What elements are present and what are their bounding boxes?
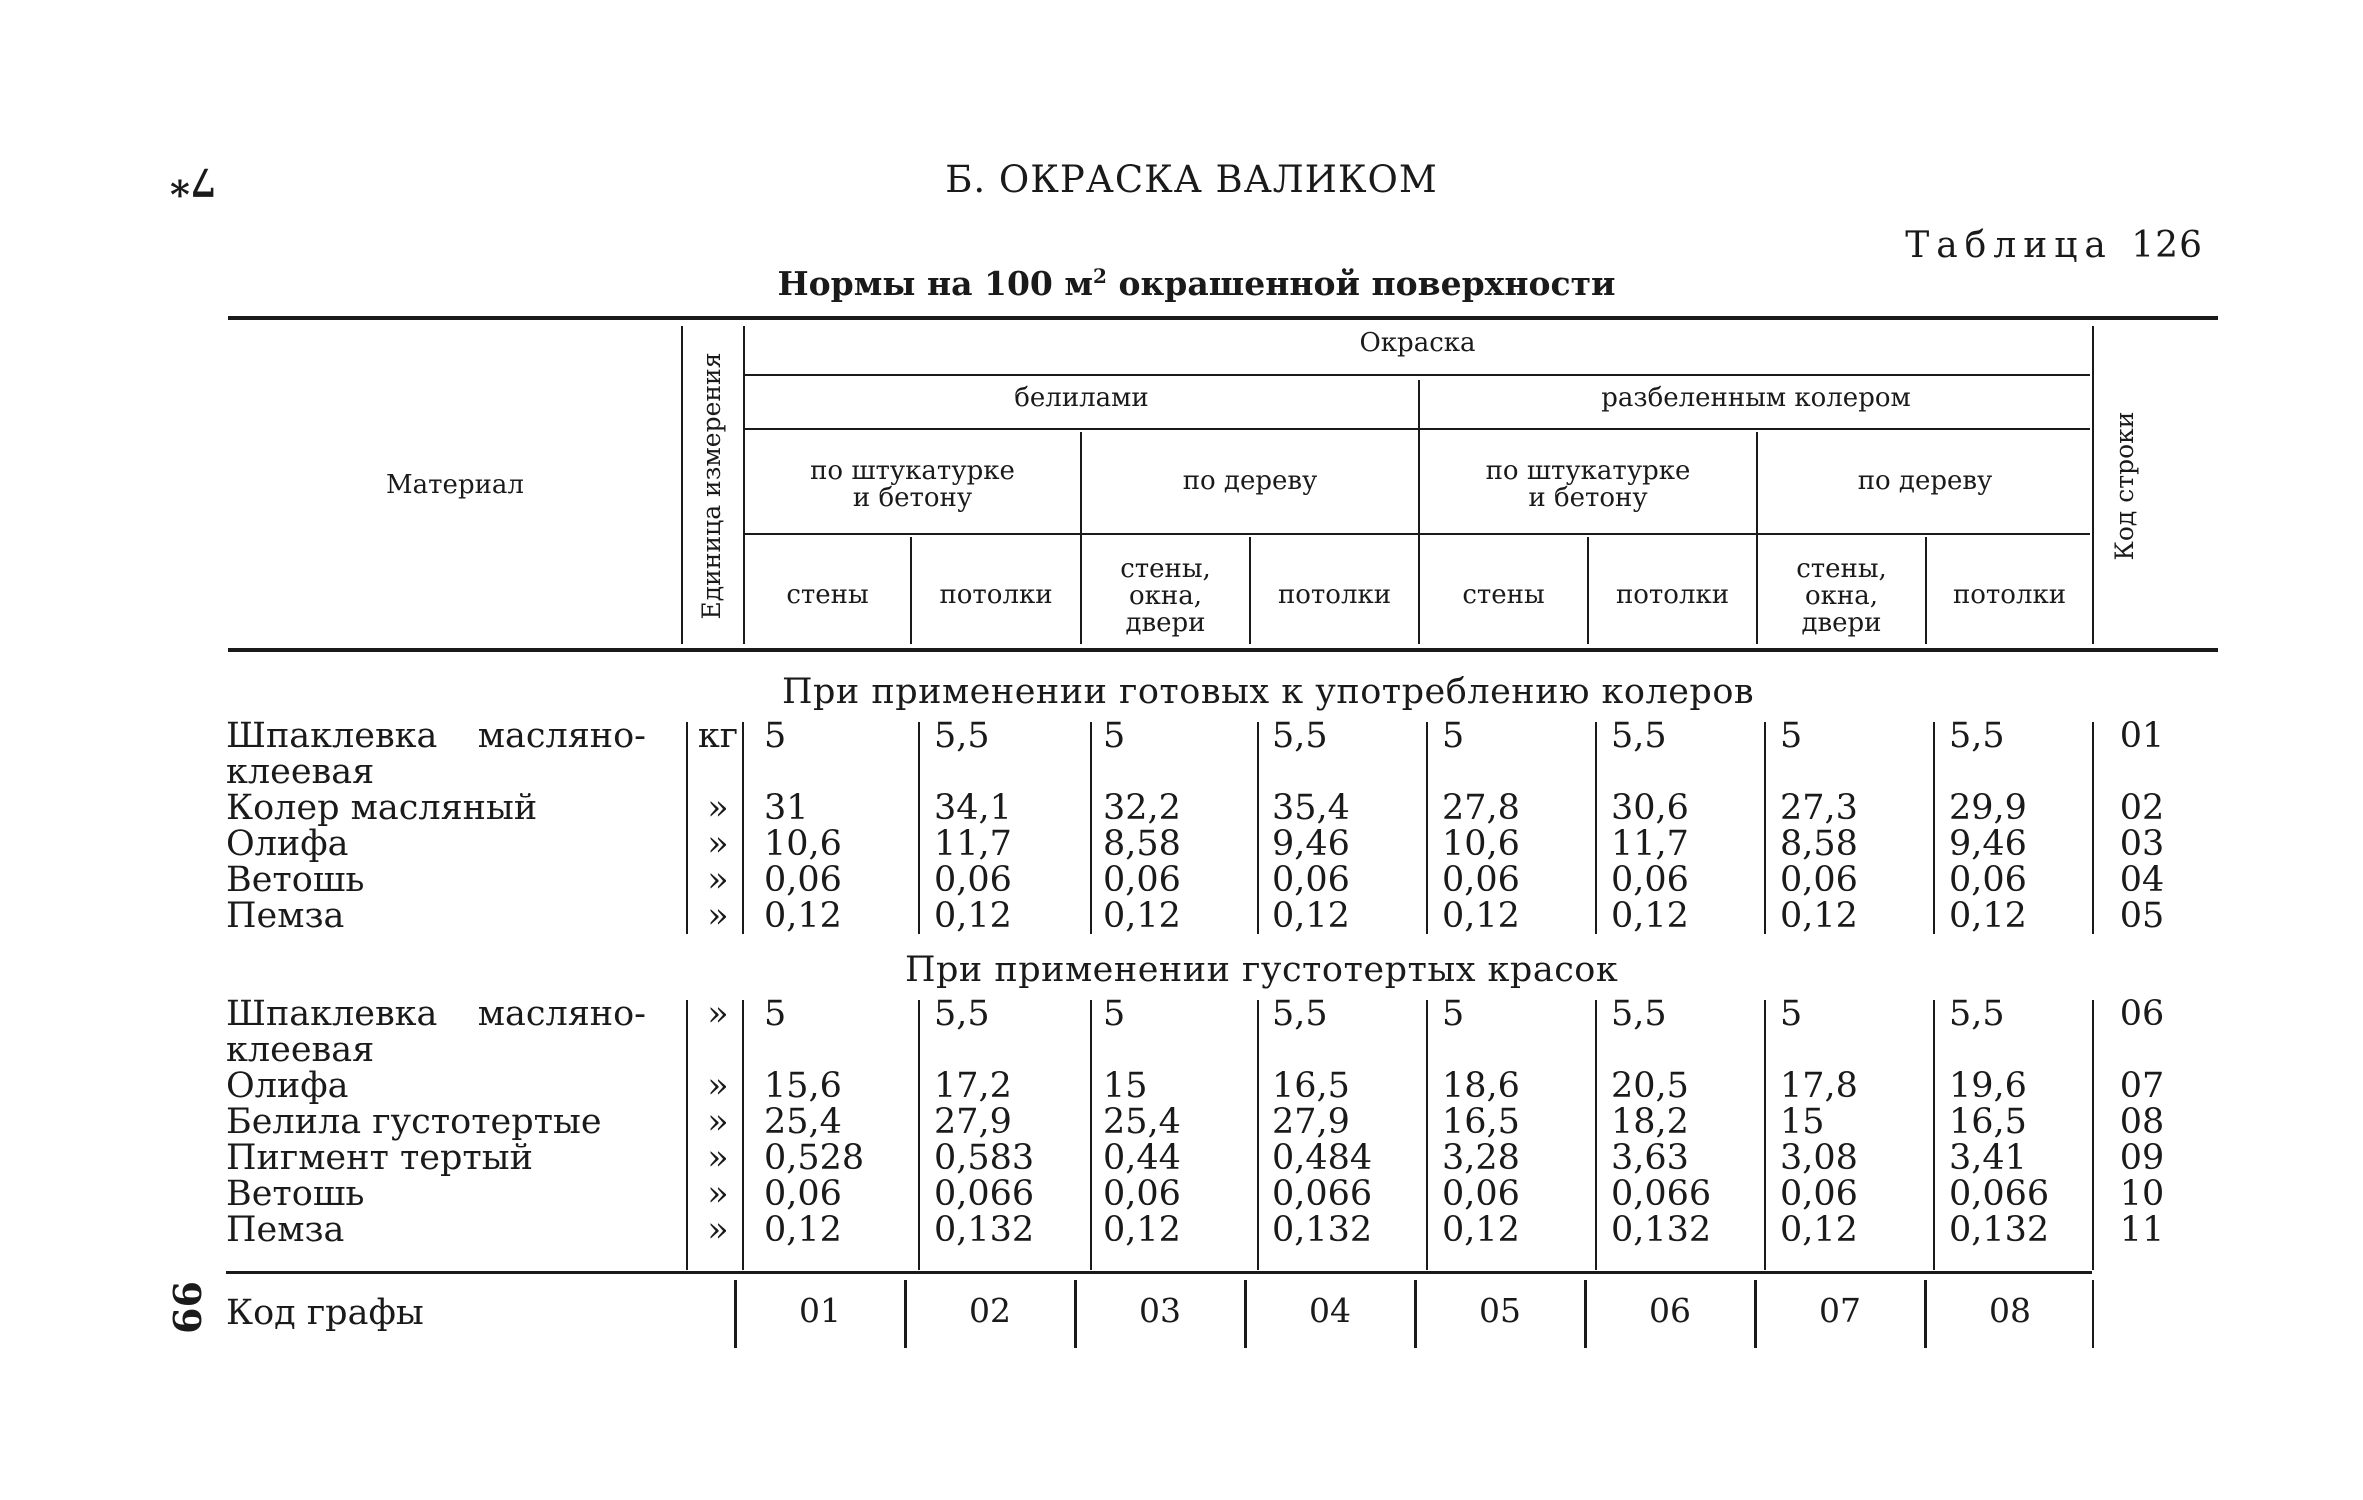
material-name-part: Пигмент тертый: [226, 1138, 533, 1178]
value-col-5: 3,28: [1442, 1138, 1520, 1178]
header-row-code: Код строки: [2110, 411, 2139, 561]
value-col-5: 10,6: [1442, 824, 1520, 864]
footer-vline-8: [1924, 1280, 1927, 1348]
value-col-1: 0,12: [764, 896, 842, 936]
material-name: [226, 996, 646, 1032]
value-col-1: 5: [764, 994, 787, 1034]
caption-superscript: 2: [1093, 264, 1107, 288]
material-name-part: Ветошь: [226, 1174, 365, 1214]
row-code-cell: 02: [2119, 788, 2165, 828]
table-row: [0, 1104, 2363, 1140]
value-col-8: 0,12: [1949, 896, 2027, 936]
header-c7-steny-okna: [1758, 556, 1925, 637]
value-col-2: 0,583: [934, 1138, 1035, 1178]
value-col-4: 9,46: [1272, 824, 1350, 864]
footer-label: Код графы: [226, 1293, 424, 1333]
value-col-4: 0,484: [1272, 1138, 1373, 1178]
unit-cell: »: [707, 896, 729, 936]
header-shtukaturka-koler: [1420, 458, 1756, 512]
table-row: [0, 1032, 2363, 1068]
value-col-6: 18,2: [1611, 1102, 1689, 1142]
header-okraska: Окраска: [1359, 328, 1476, 358]
caption-main: Нормы на 100 м: [777, 264, 1094, 303]
value-col-2: 27,9: [934, 1102, 1012, 1142]
header-vline-code: [2092, 326, 2094, 644]
header-c6-potolki: потолки: [1615, 580, 1730, 610]
column-code-2: 02: [969, 1291, 1011, 1330]
value-col-8: 0,06: [1949, 860, 2027, 900]
row-code-cell: 08: [2119, 1102, 2165, 1142]
header-material: Материал: [386, 470, 524, 500]
material-name: [226, 1212, 646, 1248]
footer-vline-3: [1074, 1280, 1077, 1348]
header-top-rule: [228, 316, 2218, 320]
value-col-3: 0,44: [1103, 1138, 1181, 1178]
group-heading-ready-colors: При применении готовых к употреблению колеров: [782, 672, 1755, 712]
value-col-2: 11,7: [934, 824, 1012, 864]
header-razbelennym: разбеленным колером: [1601, 383, 1911, 413]
row-code-cell: 04: [2119, 860, 2165, 900]
value-col-6: 3,63: [1611, 1138, 1689, 1178]
header-c3-steny-okna: [1082, 556, 1249, 637]
value-col-1: 0,06: [764, 860, 842, 900]
material-name: [226, 862, 646, 898]
table-row: [0, 898, 2363, 934]
material-name-part: масляно-: [477, 994, 646, 1034]
value-col-6: 11,7: [1611, 824, 1689, 864]
material-name-part: Шпаклевка: [226, 716, 438, 756]
value-col-1: 31: [764, 788, 809, 828]
value-col-6: 0,06: [1611, 860, 1689, 900]
column-code-6: 06: [1649, 1291, 1691, 1330]
unit-cell: »: [707, 1174, 729, 1214]
row-code-cell: 11: [2119, 1210, 2165, 1250]
footer-vline-6: [1584, 1280, 1587, 1348]
header-c3-line2: окна,: [1129, 581, 1202, 611]
value-col-8: 0,132: [1949, 1210, 2050, 1250]
column-code-5: 05: [1479, 1291, 1521, 1330]
value-col-7: 3,08: [1780, 1138, 1858, 1178]
value-col-2: 17,2: [934, 1066, 1012, 1106]
value-col-1: 15,6: [764, 1066, 842, 1106]
value-col-1: 0,528: [764, 1138, 865, 1178]
footer-vline-4: [1244, 1280, 1247, 1348]
row-code-cell: 09: [2119, 1138, 2165, 1178]
caption-tail: окрашенной поверхности: [1106, 264, 1616, 303]
value-col-3: 0,12: [1103, 896, 1181, 936]
value-col-2: 5,5: [934, 716, 990, 756]
table-number: 126: [2131, 225, 2203, 266]
row-code-cell: 10: [2119, 1174, 2165, 1214]
column-code-1: 01: [799, 1291, 841, 1330]
value-col-5: 0,06: [1442, 1174, 1520, 1214]
okraska-underline: [745, 374, 2090, 376]
header-shtukaturka-line1: по штукатурке: [810, 456, 1015, 486]
value-col-2: 5,5: [934, 994, 990, 1034]
header-c7-line3: двери: [1801, 608, 1882, 638]
table-row: [0, 790, 2363, 826]
table-row: [0, 1140, 2363, 1176]
value-col-4: 0,06: [1272, 860, 1350, 900]
margin-signature-mark: 7*: [170, 160, 217, 205]
value-col-7: 27,3: [1780, 788, 1858, 828]
header-c3-line3: двери: [1125, 608, 1206, 638]
material-name: [226, 1068, 646, 1104]
value-col-8: 9,46: [1949, 824, 2027, 864]
table-row: [0, 826, 2363, 862]
column-code-7: 07: [1819, 1291, 1861, 1330]
value-col-6: 5,5: [1611, 716, 1667, 756]
column-code-4: 04: [1309, 1291, 1351, 1330]
value-col-5: 18,6: [1442, 1066, 1520, 1106]
header-vline-material: [681, 326, 683, 644]
header-belilami: белилами: [1014, 383, 1149, 413]
value-col-7: 5: [1780, 994, 1803, 1034]
value-col-3: 5: [1103, 716, 1126, 756]
material-name-part: Колер масляный: [226, 788, 538, 828]
value-col-8: 3,41: [1949, 1138, 2027, 1178]
value-col-2: 0,132: [934, 1210, 1035, 1250]
footer-vline-2: [904, 1280, 907, 1348]
header-derevo-belila: по дереву: [1182, 466, 1318, 496]
header-c3-line1: стены,: [1120, 554, 1211, 584]
header-shtukaturka-line2: и бетону: [1528, 483, 1648, 513]
value-col-5: 16,5: [1442, 1102, 1520, 1142]
material-name-part: клеевая: [226, 752, 375, 792]
header-c1-steny: стены: [786, 580, 869, 610]
value-col-4: 0,12: [1272, 896, 1350, 936]
value-col-6: 5,5: [1611, 994, 1667, 1034]
unit-cell: »: [707, 860, 729, 900]
row-code-cell: 06: [2119, 994, 2165, 1034]
value-col-4: 0,132: [1272, 1210, 1373, 1250]
material-name: [226, 718, 646, 754]
value-col-4: 5,5: [1272, 716, 1328, 756]
material-name-part: Пемза: [226, 896, 345, 936]
header-shtukaturka-belila: [745, 458, 1080, 512]
value-col-5: 5: [1442, 716, 1465, 756]
material-name: [226, 1140, 646, 1176]
material-name: [226, 898, 646, 934]
footer-rule: [226, 1271, 2092, 1274]
material-name-part: Олифа: [226, 1066, 349, 1106]
value-col-4: 27,9: [1272, 1102, 1350, 1142]
value-col-5: 0,12: [1442, 1210, 1520, 1250]
table-label-word: Таблица: [1905, 225, 2113, 266]
section-title: Б. ОКРАСКА ВАЛИКОМ: [945, 158, 1438, 201]
column-code-3: 03: [1139, 1291, 1181, 1330]
value-col-6: 0,066: [1611, 1174, 1712, 1214]
value-col-8: 5,5: [1949, 716, 2005, 756]
header-c7-line2: окна,: [1805, 581, 1878, 611]
unit-cell: »: [707, 1210, 729, 1250]
footer-vline-5: [1414, 1280, 1417, 1348]
material-name-part: Ветошь: [226, 860, 365, 900]
table-caption: [0, 264, 2363, 303]
material-name: [226, 1176, 646, 1212]
unit-cell: »: [707, 1066, 729, 1106]
value-col-3: 5: [1103, 994, 1126, 1034]
material-name-part: масляно-: [477, 716, 646, 756]
table-row: [0, 862, 2363, 898]
header-shtukaturka-line1: по штукатурке: [1485, 456, 1691, 486]
value-col-8: 5,5: [1949, 994, 2005, 1034]
material-name-part: Белила густотертые: [226, 1102, 602, 1142]
value-col-4: 35,4: [1272, 788, 1350, 828]
unit-cell: »: [707, 994, 729, 1034]
value-col-3: 0,06: [1103, 860, 1181, 900]
value-col-7: 0,06: [1780, 860, 1858, 900]
value-col-8: 29,9: [1949, 788, 2027, 828]
value-col-7: 0,06: [1780, 1174, 1858, 1214]
value-col-2: 0,12: [934, 896, 1012, 936]
value-col-7: 0,12: [1780, 1210, 1858, 1250]
material-name-part: Олифа: [226, 824, 349, 864]
value-col-2: 0,06: [934, 860, 1012, 900]
row-code-cell: 01: [2119, 716, 2165, 756]
header-unit: Единица измерения: [697, 352, 726, 620]
value-col-1: 0,12: [764, 1210, 842, 1250]
group-heading-thick-paints: При применении густотертых красок: [905, 950, 1619, 990]
row-code-cell: 05: [2119, 896, 2165, 936]
value-col-1: 10,6: [764, 824, 842, 864]
row-code-cell: 03: [2119, 824, 2165, 864]
material-name-part: Шпаклевка: [226, 994, 438, 1034]
value-col-5: 27,8: [1442, 788, 1520, 828]
value-col-4: 0,066: [1272, 1174, 1373, 1214]
value-col-3: 15: [1103, 1066, 1148, 1106]
value-col-7: 17,8: [1780, 1066, 1858, 1106]
value-col-6: 30,6: [1611, 788, 1689, 828]
value-col-6: 0,12: [1611, 896, 1689, 936]
value-col-6: 20,5: [1611, 1066, 1689, 1106]
value-col-3: 32,2: [1103, 788, 1181, 828]
header-c2-potolki: потолки: [939, 580, 1053, 610]
material-name: [226, 826, 646, 862]
value-col-5: 0,12: [1442, 896, 1520, 936]
value-col-6: 0,132: [1611, 1210, 1712, 1250]
value-col-1: 25,4: [764, 1102, 842, 1142]
material-name-continuation: [226, 754, 646, 790]
header-c8-potolki: потолки: [1952, 580, 2067, 610]
value-col-7: 15: [1780, 1102, 1825, 1142]
footer-vline-7: [1754, 1280, 1757, 1348]
value-col-4: 5,5: [1272, 994, 1328, 1034]
value-col-3: 8,58: [1103, 824, 1181, 864]
value-col-7: 0,12: [1780, 896, 1858, 936]
unit-cell: кг: [697, 716, 739, 756]
header-c5-steny: стены: [1462, 580, 1545, 610]
table-row: [0, 996, 2363, 1032]
material-name-continuation: [226, 1032, 646, 1068]
table-row: [0, 1212, 2363, 1248]
unit-cell: »: [707, 788, 729, 828]
value-col-1: 5: [764, 716, 787, 756]
value-col-1: 0,06: [764, 1174, 842, 1214]
value-col-5: 0,06: [1442, 860, 1520, 900]
material-name: [226, 790, 646, 826]
header-c7-line1: стены,: [1796, 554, 1887, 584]
table-row: [0, 718, 2363, 754]
table-row: [0, 1068, 2363, 1104]
unit-cell: »: [707, 1138, 729, 1178]
column-code-8: 08: [1989, 1291, 2031, 1330]
header-shtukaturka-line2: и бетону: [852, 483, 973, 513]
material-name: [226, 1104, 646, 1140]
unit-cell: »: [707, 824, 729, 864]
table-row: [0, 1176, 2363, 1212]
value-col-7: 5: [1780, 716, 1803, 756]
value-col-3: 0,06: [1103, 1174, 1181, 1214]
footer-vline-1: [734, 1280, 737, 1348]
value-col-3: 0,12: [1103, 1210, 1181, 1250]
table-label: [1905, 225, 2203, 266]
value-col-7: 8,58: [1780, 824, 1858, 864]
material-name-part: Пемза: [226, 1210, 345, 1250]
unit-cell: »: [707, 1102, 729, 1142]
value-col-2: 34,1: [934, 788, 1012, 828]
value-col-2: 0,066: [934, 1174, 1035, 1214]
value-col-8: 19,6: [1949, 1066, 2027, 1106]
value-col-3: 25,4: [1103, 1102, 1181, 1142]
value-col-8: 16,5: [1949, 1102, 2027, 1142]
material-name-part: клеевая: [226, 1030, 375, 1070]
value-col-4: 16,5: [1272, 1066, 1350, 1106]
row-code-cell: 07: [2119, 1066, 2165, 1106]
footer-vline-code: [2092, 1280, 2094, 1348]
header-bottom-rule: [228, 648, 2218, 652]
header-derevo-koler: по дереву: [1857, 466, 1993, 496]
value-col-8: 0,066: [1949, 1174, 2050, 1214]
table-row: [0, 754, 2363, 790]
page-number: 99: [163, 1281, 209, 1334]
header-c4-potolki: потолки: [1277, 580, 1392, 610]
value-col-5: 5: [1442, 994, 1465, 1034]
